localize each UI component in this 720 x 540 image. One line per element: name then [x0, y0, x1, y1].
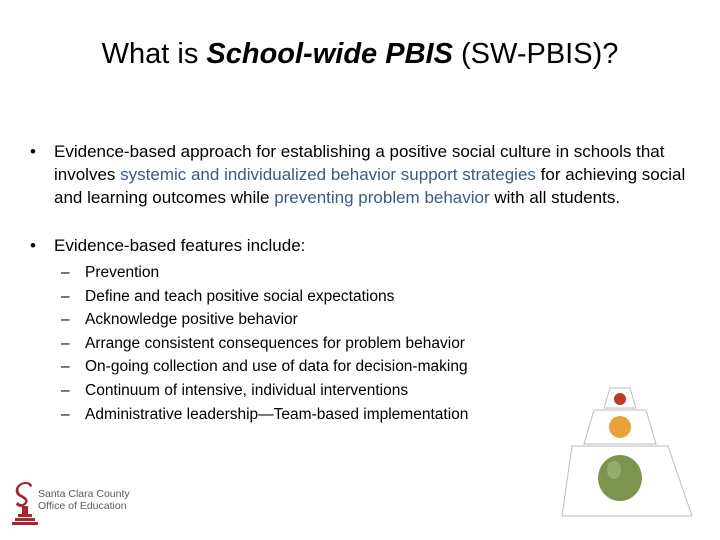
apple-medium-icon: [609, 416, 631, 438]
feature-item: [54, 308, 690, 332]
dash-marker: –: [61, 381, 70, 399]
dash-marker: –: [61, 334, 70, 352]
bullet-text-part: with all students.: [489, 188, 621, 207]
title-suffix: (SW-PBIS)?: [452, 38, 619, 70]
bullet-text-part: for achieving social and learning outcomes while: [54, 165, 686, 207]
logo-text: [38, 488, 130, 512]
apple-small-icon: [614, 393, 626, 405]
apple-large-icon: [598, 455, 642, 501]
logo-line-1: Santa Clara County: [38, 488, 130, 500]
title-emphasis: School-wide PBIS: [206, 38, 453, 70]
bullet-text-part: Evidence-based approach for establishing a positive social culture in schools that involves: [54, 142, 665, 184]
dash-marker: –: [61, 287, 70, 305]
feature-item: [54, 261, 690, 285]
feature-item: [54, 332, 690, 356]
feature-text: Acknowledge positive behavior: [85, 311, 298, 329]
feature-item: [54, 285, 690, 309]
bullet-marker: •: [30, 236, 36, 255]
feature-text: Arrange consistent consequences for problem behavior: [85, 334, 465, 352]
feature-text: Continuum of intensive, individual interventions: [85, 381, 409, 399]
dash-marker: –: [61, 264, 70, 281]
feature-text: Administrative leadership—Team-based implementation: [85, 405, 469, 423]
title-prefix: What is: [101, 38, 207, 70]
bullet-marker: •: [30, 142, 36, 161]
dash-marker: –: [61, 358, 70, 376]
bullet-approach: [30, 140, 690, 209]
feature-item: [54, 355, 690, 379]
logo-line-2: Office of Education: [38, 500, 127, 512]
bullet-highlight: preventing problem behavior: [274, 188, 490, 207]
feature-text: Prevention: [85, 264, 160, 281]
bullet-highlight: systemic and individualized behavior support strategies: [120, 165, 536, 184]
dash-marker: –: [61, 311, 70, 329]
dash-marker: –: [61, 405, 70, 423]
apple-pyramid-icon: [560, 380, 700, 520]
bullet-text: Evidence-based features include:: [54, 236, 306, 255]
feature-text: On-going collection and use of data for decision-making: [85, 358, 468, 376]
slide-title: [0, 38, 720, 71]
feature-text: Define and teach positive social expectations: [85, 287, 395, 305]
